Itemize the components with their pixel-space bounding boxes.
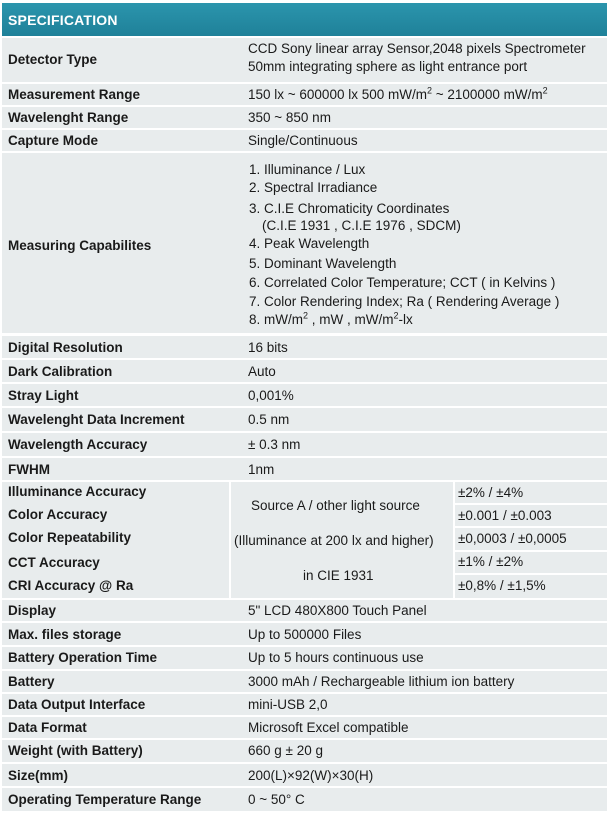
capability-item: 2. Spectral Irradiance (249, 180, 378, 195)
accuracy-value: ±2% / ±4% (458, 485, 524, 500)
capability-item: 6. Correlated Color Temperature; CCT ( in Kelvins ) (249, 275, 556, 290)
capability-item: 5. Dominant Wavelength (249, 256, 397, 271)
accuracy-condition-line: Source A / other light source (251, 498, 420, 513)
accuracy-value-cell (455, 505, 607, 526)
accuracy-value: ±0.001 / ±0.003 (458, 508, 552, 523)
size-label: Size(mm) (8, 768, 69, 783)
digital-resolution-label: Digital Resolution (8, 340, 123, 355)
accuracy-label: CRI Accuracy @ Ra (8, 578, 134, 593)
capability-last-sup-b: 2 (393, 310, 399, 321)
accuracy-value: ±0,0003 / ±0,0005 (458, 531, 567, 546)
detector-type-value-1: CCD Sony linear array Sensor,2048 pixels Spectrometer (248, 41, 586, 56)
dark-calibration-label: Dark Calibration (8, 364, 113, 379)
capability-item: (C.I.E 1931 , C.I.E 1976 , SDCM) (262, 218, 461, 233)
spec-header (2, 3, 607, 36)
wavelength-accuracy-label: Wavelength Accuracy (8, 437, 148, 452)
wavelength-range-value: 350 ~ 850 nm (248, 110, 331, 125)
row-max-files (2, 623, 607, 645)
accuracy-value-cell (455, 482, 607, 503)
measurement-range-part-a: 150 lx ~ 600000 lx 500 mW/m (248, 87, 427, 102)
row-data-format (2, 717, 607, 738)
capability-last-c: -lx (398, 312, 413, 327)
row-digital-resolution (2, 336, 607, 358)
weight-value: 660 g ± 20 g (248, 743, 323, 758)
measurement-range-label: Measurement Range (8, 87, 141, 102)
measurement-range-sup-b: 2 (542, 85, 548, 96)
wavelength-data-increment-label: Wavelenght Data Increment (8, 412, 185, 427)
wavelength-data-increment-value: 0.5 nm (248, 412, 290, 427)
capability-item: 4. Peak Wavelength (249, 236, 370, 251)
row-stray-light (2, 384, 607, 406)
battery-time-label: Battery Operation Time (8, 650, 158, 665)
operating-temp-value: 0 ~ 50° C (248, 792, 305, 807)
row-size (2, 764, 607, 786)
fwhm-value: 1nm (248, 462, 275, 477)
row-operating-temp (2, 788, 607, 811)
dark-calibration-value: Auto (248, 364, 276, 379)
row-display (2, 600, 607, 621)
capability-item: 1. Illuminance / Lux (249, 162, 366, 177)
data-output-label: Data Output Interface (8, 697, 146, 712)
row-wavelength-range (2, 107, 607, 128)
accuracy-value: ±0,8% / ±1,5% (458, 578, 546, 593)
accuracy-label: Color Repeatability (8, 530, 132, 545)
row-fwhm (2, 458, 607, 480)
accuracy-value: ±1% / ±2% (458, 554, 524, 569)
capability-item-last (249, 312, 413, 328)
accuracy-label: Color Accuracy (8, 507, 108, 522)
stray-light-label: Stray Light (8, 388, 79, 403)
spec-title: SPECIFICATION (8, 12, 118, 28)
accuracy-condition-cell (231, 482, 453, 598)
row-wavelength-accuracy (2, 433, 607, 456)
row-dark-calibration (2, 360, 607, 382)
capability-last-a: 8. mW/m (249, 312, 303, 327)
accuracy-labels-cell (2, 482, 229, 598)
capability-item: 3. C.I.E Chromaticity Coordinates (249, 201, 450, 216)
wavelength-accuracy-value: ± 0.3 nm (248, 437, 301, 452)
max-files-label: Max. files storage (8, 627, 122, 642)
measurement-range-part-b: ~ 2100000 mW/m (431, 87, 543, 102)
digital-resolution-value: 16 bits (248, 340, 288, 355)
accuracy-label: Illuminance Accuracy (8, 484, 147, 499)
capture-mode-label: Capture Mode (8, 133, 99, 148)
capability-last-sup-a: 2 (303, 310, 309, 321)
display-value: 5" LCD 480X800 Touch Panel (248, 603, 427, 618)
data-format-label: Data Format (8, 720, 87, 735)
weight-label: Weight (with Battery) (8, 743, 143, 758)
capability-last-b: , mW , mW/m (308, 312, 394, 327)
wavelength-range-label: Wavelenght Range (8, 110, 129, 125)
display-label: Display (8, 603, 57, 618)
measurement-range-value (248, 87, 548, 102)
row-battery (2, 671, 607, 692)
battery-time-value: Up to 5 hours continuous use (248, 650, 424, 665)
data-format-value: Microsoft Excel compatible (248, 720, 409, 735)
accuracy-condition-line: (Illuminance at 200 lx and higher) (234, 533, 434, 548)
capability-item: 7. Color Rendering Index; Ra ( Rendering Average ) (249, 294, 560, 309)
row-weight (2, 740, 607, 762)
operating-temp-label: Operating Temperature Range (8, 792, 202, 807)
row-wavelength-data-increment (2, 408, 607, 431)
size-value: 200(L)×92(W)×30(H) (248, 768, 374, 783)
row-detector-type (2, 38, 607, 82)
row-battery-time (2, 647, 607, 669)
measurement-range-sup-a: 2 (426, 85, 432, 96)
row-measuring-capabilities (2, 153, 607, 333)
accuracy-label: CCT Accuracy (8, 555, 100, 570)
row-measurement-range (2, 84, 607, 105)
accuracy-value-cell (455, 575, 607, 598)
detector-type-value-2: 50mm integrating sphere as light entrance port (248, 59, 528, 74)
row-capture-mode (2, 130, 607, 151)
accuracy-value-cell (455, 528, 607, 550)
battery-value: 3000 mAh / Rechargeable lithium ion battery (248, 674, 515, 689)
data-output-value: mini-USB 2,0 (248, 697, 328, 712)
measuring-capabilities-label: Measuring Capabilites (8, 238, 152, 253)
accuracy-value-cell (455, 552, 607, 573)
max-files-value: Up to 500000 Files (248, 627, 362, 642)
row-data-output (2, 694, 607, 715)
detector-type-label: Detector Type (8, 52, 98, 67)
capture-mode-value: Single/Continuous (248, 133, 358, 148)
stray-light-value: 0,001% (248, 388, 294, 403)
battery-label: Battery (8, 674, 55, 689)
accuracy-condition-line: in CIE 1931 (303, 568, 374, 583)
fwhm-label: FWHM (8, 462, 50, 477)
